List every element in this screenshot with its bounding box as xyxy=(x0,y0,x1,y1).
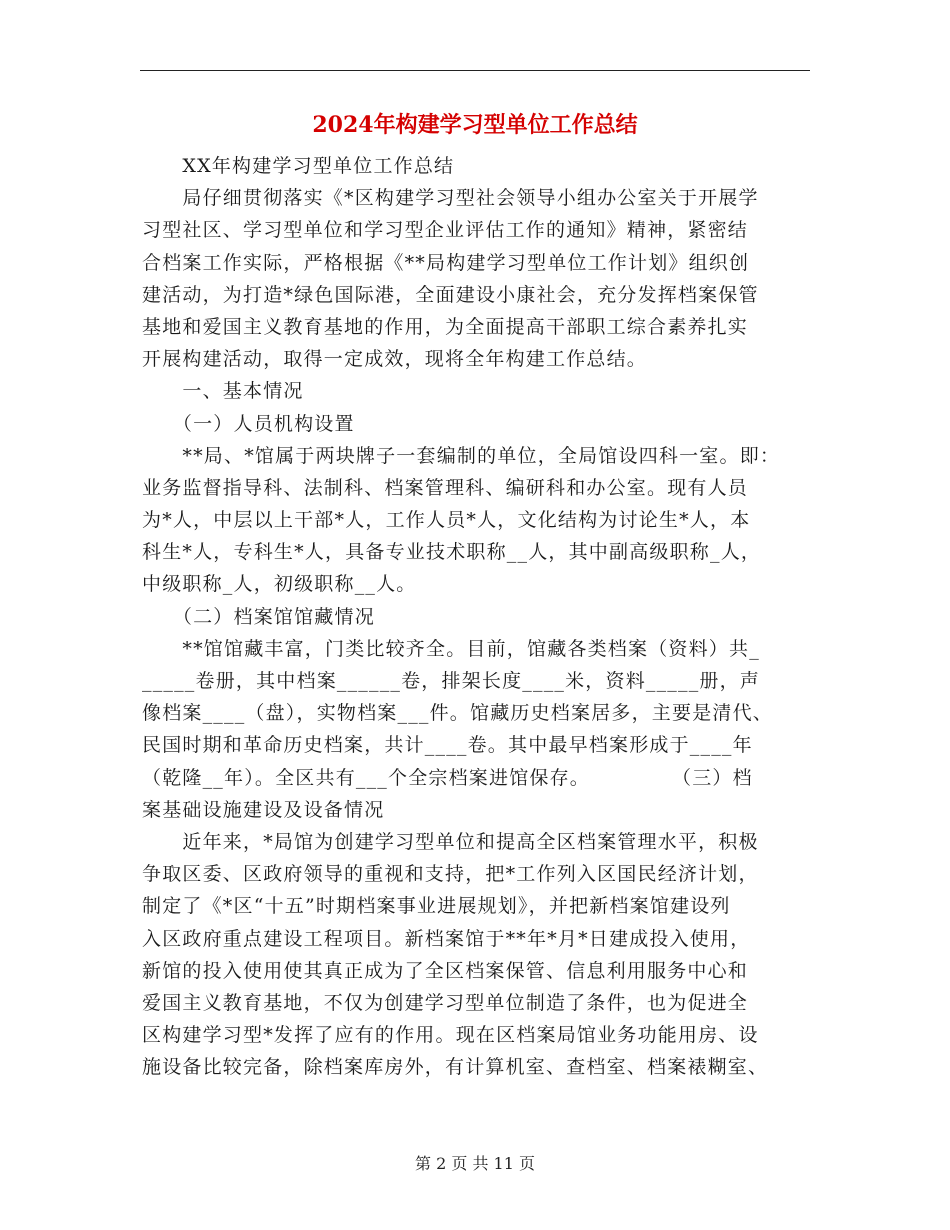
body-line: 中级职称_人，初级职称__人。 xyxy=(142,573,417,596)
header-rule xyxy=(140,70,810,71)
body-line: 民国时期和革命历史档案，共计____卷。其中最早档案形成于____年 xyxy=(142,734,753,757)
body-line: 基地和爱国主义教育基地的作用，为全面提高干部职工综合素养扎实 xyxy=(142,315,749,338)
page-number: 第 2 页 共 11 页 xyxy=(415,1154,535,1173)
document-body xyxy=(142,150,810,1083)
body-line: 制定了《*区“十五”时期档案事业进展规划》，并把新档案馆建设列 xyxy=(142,895,731,918)
body-line: 近年来，*局馆为创建学习型单位和提高全区档案管理水平，积极 xyxy=(142,830,759,853)
body-line: （乾隆__年）。全区共有___个全宗档案进馆保存。 （三）档 xyxy=(142,766,753,789)
body-line: **局、*馆属于两块牌子一套编制的单位，全局馆设四科一室。即： xyxy=(142,444,781,467)
body-line: 爱国主义教育基地，不仅为创建学习型单位制造了条件，也为促进全 xyxy=(142,991,749,1014)
body-line: 区构建学习型*发挥了应有的作用。现在区档案局馆业务功能用房、设 xyxy=(142,1024,759,1047)
body-line: 习型社区、学习型单位和学习型企业评估工作的通知》精神，紧密结 xyxy=(142,219,749,242)
body-line: 开展构建活动，取得一定成效，现将全年构建工作总结。 xyxy=(142,348,648,371)
body-line: 入区政府重点建设工程项目。新档案馆于**年*月*日建成投入使用， xyxy=(142,927,751,950)
subsection-heading: （一）人员机构设置 xyxy=(142,412,355,435)
body-line: 像档案____（盘），实物档案___件。馆藏历史档案居多，主要是清代、 xyxy=(142,702,774,725)
body-line: 为*人，中层以上干部*人，工作人员*人，文化结构为讨论生*人，本 xyxy=(142,509,751,532)
body-line: _____卷册，其中档案______卷，排架长度____米，资料_____册，声 xyxy=(142,670,761,692)
body-line: 业务监督指导科、法制科、档案管理科、编研科和办公室。现有人员 xyxy=(142,476,749,499)
body-line: **馆馆藏丰富，门类比较齐全。目前，馆藏各类档案（资料）共_ xyxy=(142,637,760,660)
subsection-heading: （二）档案馆馆藏情况 xyxy=(142,605,375,628)
subsection-heading: 案基础设施建设及设备情况 xyxy=(142,798,385,821)
body-line: 合档案工作实际，严格根据《**局构建学习型单位工作计划》组织创 xyxy=(142,251,750,274)
body-line: 建活动，为打造*绿色国际港，全面建设小康社会，充分发挥档案保管 xyxy=(142,283,759,306)
document-title: 2024年构建学习型单位工作总结 xyxy=(312,112,638,138)
body-line: XX年构建学习型单位工作总结 xyxy=(142,155,455,177)
body-line: 争取区委、区政府领导的重视和支持，把*工作列入区国民经济计划， xyxy=(142,863,759,886)
body-line: 局仔细贯彻落实《*区构建学习型社会领导小组办公室关于开展学 xyxy=(142,187,759,210)
body-line: 新馆的投入使用使其真正成为了全区档案保管、信息利用服务中心和 xyxy=(142,959,749,982)
body-line: 科生*人，专科生*人，具备专业技术职称__人，其中副高级职称_人， xyxy=(142,541,762,564)
body-line: 施设备比较完备，除档案库房外，有计算机室、查档室、档案裱糊室、 xyxy=(142,1056,769,1079)
section-heading: 一、基本情况 xyxy=(142,380,304,403)
